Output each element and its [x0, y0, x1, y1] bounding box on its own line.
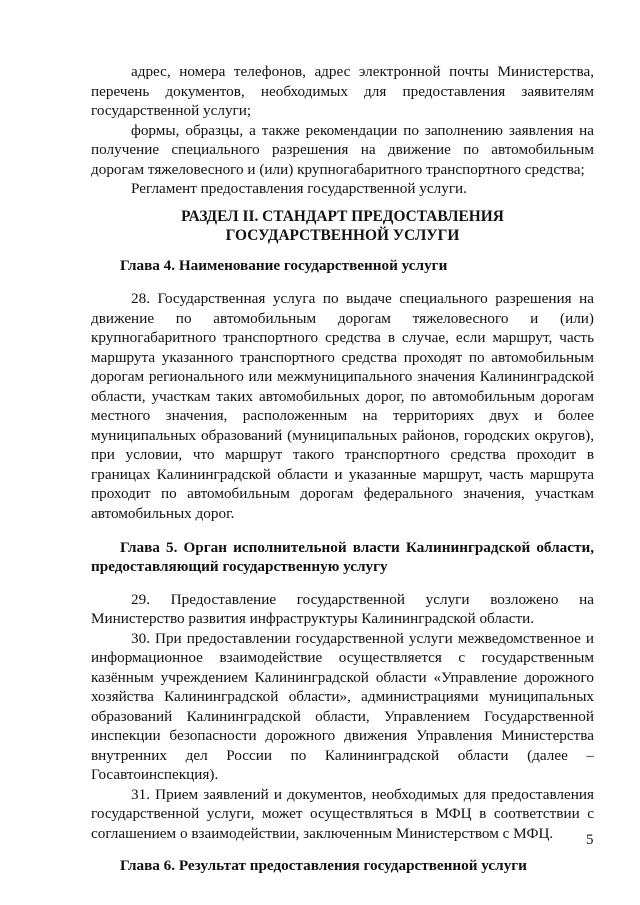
text-line: формы, образцы, а также рекомендации по заполнению заявления на [131, 122, 594, 139]
text-line: дорогам тяжеловесного и (или) крупногабаритного транспортного средства; [91, 161, 585, 178]
chapter-heading: Глава 4. Наименование государственной услуги [120, 257, 448, 274]
text-line: адрес, номера телефонов, адрес электронной почты Министерства, [131, 63, 594, 80]
text-line: 31. Прием заявлений и документов, необходимых для предоставления [131, 786, 594, 803]
text-line: государственной услуги, может осуществляться в МФЦ в соответствии с [91, 805, 594, 822]
chapter-heading: Глава 6. Результат предоставления государственной услуги [120, 857, 527, 874]
text-line: автомобильных дорог. [91, 505, 235, 522]
chapter-heading: предоставляющий государственную услугу [91, 558, 388, 575]
text-line: при условии, что маршрут такого транспортного средства проходит в [91, 446, 594, 463]
text-line: Госавтоинспекция). [91, 766, 219, 783]
text-line: проходит по автомобильным дорогам федерального значения, участкам [91, 485, 594, 502]
text-line: получение специального разрешения на движение по автомобильным [91, 141, 594, 158]
text-line: инспекции безопасности дорожного движения Управления Министерства [91, 727, 594, 744]
text-line: Регламент предоставления государственной услуги. [131, 180, 467, 197]
text-line: области, участкам таких автомобильных дорог, по автомобильным дорогам [91, 388, 594, 405]
text-line: дорогам регионального или межмуниципального значения Калининградской [91, 368, 594, 385]
text-line: внутренних дел России по Калининградской области (далее – [91, 747, 594, 764]
text-line: крупногабаритного транспортного средства в случае, если маршрут, часть [91, 329, 594, 346]
text-line: 30. При предоставлении государственной услуги межведомственное и [131, 630, 594, 647]
section-heading: ГОСУДАРСТВЕННОЙ УСЛУГИ [225, 227, 460, 244]
text-line: 28. Государственная услуга по выдаче специального разрешения на [131, 290, 594, 307]
text-line: соглашением о взаимодействии, заключенным Министерством с МФЦ. [91, 825, 554, 842]
text-line: хозяйства Калининградской области», администрациями муниципальных [91, 688, 594, 705]
text-line: государственной услуги; [91, 102, 252, 119]
text-line: образований Калининградской области, Управлением Государственной [91, 708, 594, 725]
text-line: 29. Предоставление государственной услуги возложено на [131, 591, 594, 608]
chapter-heading: Глава 5. Орган исполнительной власти Калининградской области, [120, 539, 594, 556]
text-line: Министерство развития инфраструктуры Калининградской области. [91, 610, 535, 627]
text-line: информационное взаимодействие осуществляется с государственным [91, 649, 594, 666]
section-heading: РАЗДЕЛ II. СТАНДАРТ ПРЕДОСТАВЛЕНИЯ [181, 208, 504, 225]
text-line: перечень документов, необходимых для предоставления заявителям [91, 83, 594, 100]
text-line: границах Калининградской области и указанные маршрут, часть маршрута [91, 466, 594, 483]
page-number: 5 [586, 832, 594, 848]
text-line: движение по автомобильным дорогам тяжеловесного и (или) [91, 310, 594, 327]
text-line: маршрута указанного транспортного средства проходят по автомобильным [91, 349, 594, 366]
text-line: местного значения, расположенным на территориях двух и более [91, 407, 594, 424]
text-line: казённым учреждением Калининградской области «Управление дорожного [91, 669, 594, 686]
text-line: муниципальных образований (муниципальных районов, городских округов), [91, 427, 594, 444]
